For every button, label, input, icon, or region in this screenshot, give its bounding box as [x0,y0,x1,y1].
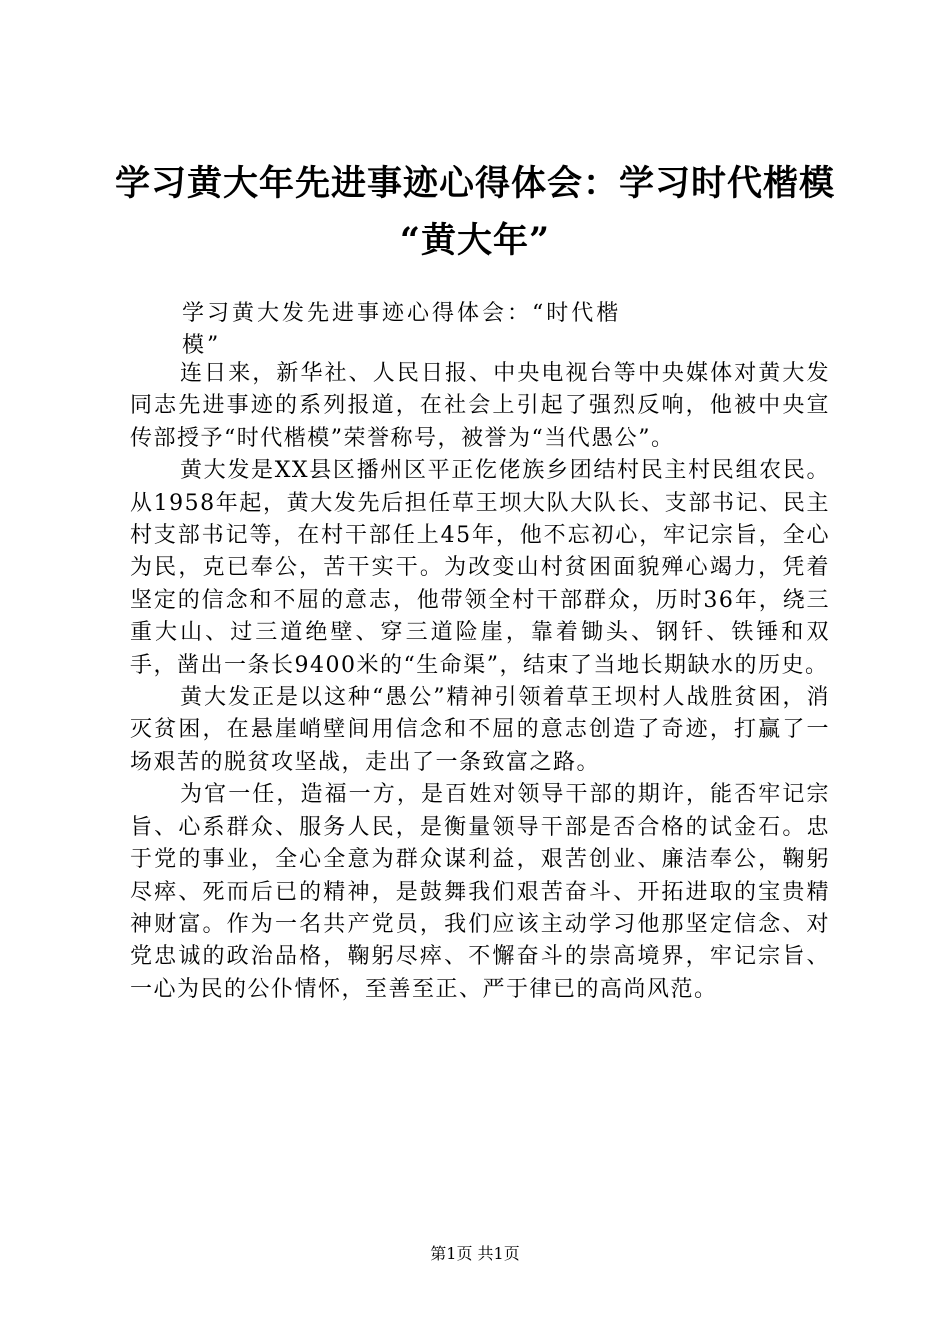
body-paragraph: 为官一任，造福一方，是百姓对领导干部的期许，能否牢记宗旨、心系群众、服务人民，是衡量领导干部是否合格的试金石。忠于党的事业，全心全意为群众谋利益，艰苦创业、廉洁奉公，鞠躬尽瘁、死而后已的精神，是鼓舞我们艰苦奋斗、开拓进取的宝贵精神财富。作为一名共产党员，我们应该主动学习他那坚定信念、对党忠诚的政治品格，鞠躬尽瘁、不懈奋斗的崇高境界，牢记宗旨、一心为民的公仆情怀，至善至正、严于律已的高尚风范。 [130,782,830,1002]
document-body [130,358,830,1006]
document-subtitle: 学习黄大发先进事迹心得体会：“时代楷模” [182,301,622,358]
body-paragraph: 连日来，新华社、人民日报、中央电视台等中央媒体对黄大发同志先进事迹的系列报道，在社会上引起了强烈反响，他被中央宣传部授予“时代楷模”荣誉称号，被誉为“当代愚公”。 [130,361,830,451]
page-number-footer: 第1页 共1页 [430,1244,520,1263]
document-title-line-1: 学习黄大年先进事迹心得体会：学习时代楷模 [114,163,835,204]
body-paragraph: 黄大发正是以这种“愚公”精神引领着草王坝村人战胜贫困，消灭贫困，在悬崖峭壁间用信念和不屈的意志创造了奇迹，打赢了一场艰苦的脱贫攻坚战，走出了一条致富之路。 [130,685,830,775]
document-title-line-2: “黄大年” [399,220,551,261]
body-paragraph: 黄大发是XX县区播州区平正仡佬族乡团结村民主村民组农民。从1958年起，黄大发先后担任草王坝大队大队长、支部书记、民主村支部书记等，在村干部任上45年，他不忘初心，牢记宗旨，全心为民，克已奉公，苦干实干。为改变山村贫困面貌殚心竭力，凭着坚定的信念和不屈的意志，他带领全村干部群众，历时36年，绕三重大山、过三道绝壁、穿三道险崖，靠着锄头、钢钎、铁锤和双手，凿出一条长9400米的“生命渠”，结束了当地长期缺水的历史。 [130,458,830,678]
